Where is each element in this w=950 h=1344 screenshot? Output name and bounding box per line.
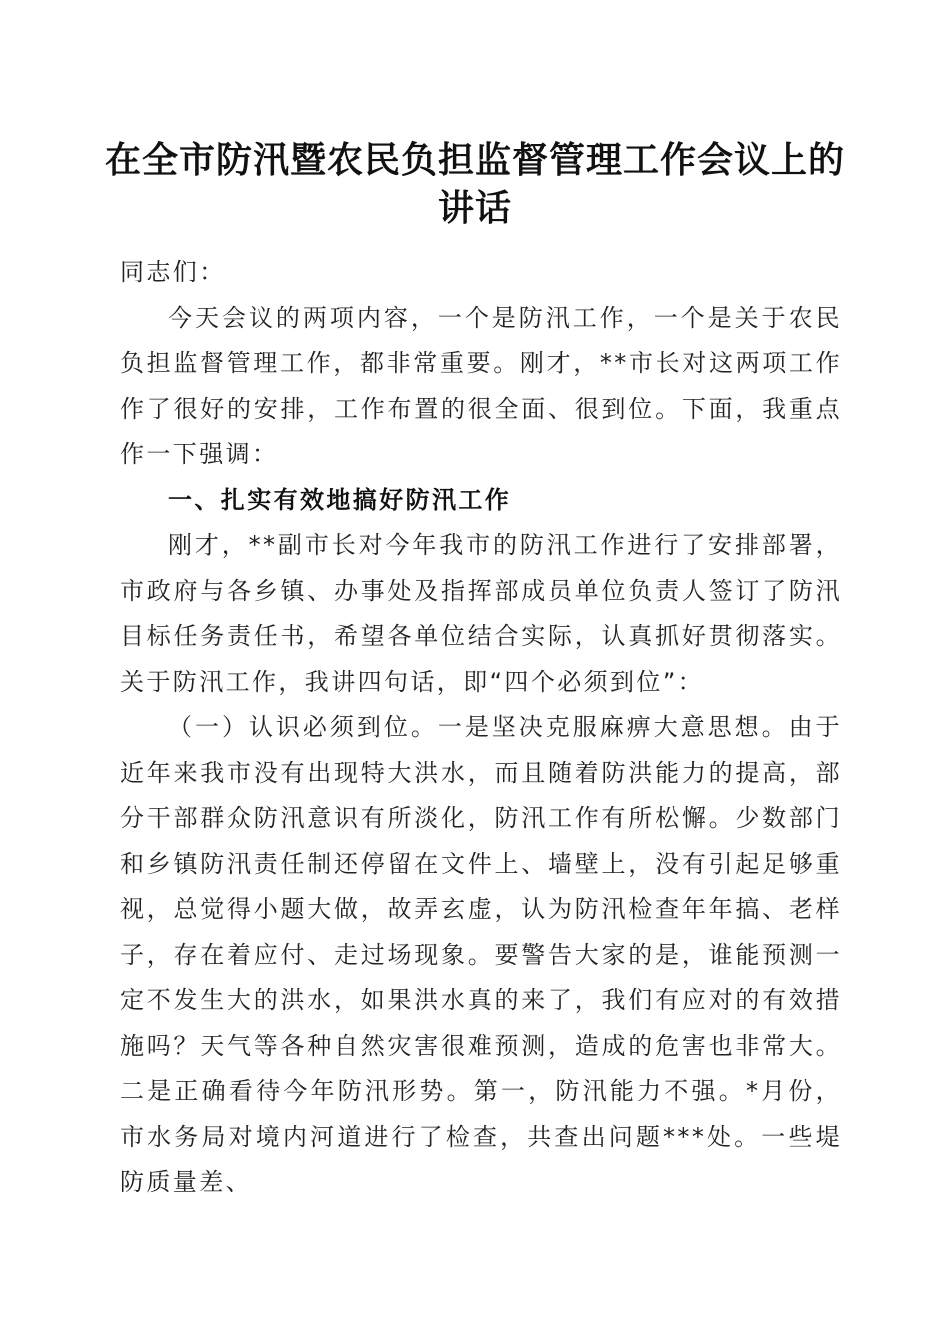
point-1-text: 一是坚决克服麻痹大意思想。由于近年来我市没有出现特大洪水，而且随着防洪能力的提高，部分干部群众防汛意识有所淡化，防汛工作有所松懈。少数部门和乡镇防汛责任制还停留在文件上、墙壁上，没有引起足够重视，总觉得小题大做，故弄玄虚，认为防汛检查年年搞、老样子，存在着应付、走过场现象。要警告大家的是，谁能预测一定不发生大的洪水，如果洪水真的来了，我们有应对的有效措施吗？天气等各种自然灾害很难预测，造成的危害也非常大。二是正确看待今年防汛形势。第一，防汛能力不强。*月份，市水务局对境内河道进行了检查，共查出问题***处。一些堤防质量差、 [120,713,843,1196]
document-title: 在全市防汛暨农民负担监督管理工作会议上的讲话 [104,139,845,229]
paragraph-point-1 [120,705,842,1206]
section-heading: 一、扎实有效地搞好防汛工作 [168,485,512,514]
paragraph-section-intro: 刚才，**副市长对今年我市的防汛工作进行了安排部署，市政府与各乡镇、办事处及指挥部成员单位负责人签订了防汛目标任务责任书，希望各单位结合实际，认真抓好贯彻落实。关于防汛工作，我讲四句话，即“四个必须到位”： [120,531,842,696]
paragraph-opening: 今天会议的两项内容，一个是防汛工作，一个是关于农民负担监督管理工作，都非常重要。刚才，**市长对这两项工作作了很好的安排，工作布置的很全面、很到位。下面，我重点作一下强调： [120,303,842,468]
document-body [120,250,842,1206]
salutation: 同志们： [120,258,226,286]
point-1-lead: （一）认识必须到位。 [168,713,438,741]
